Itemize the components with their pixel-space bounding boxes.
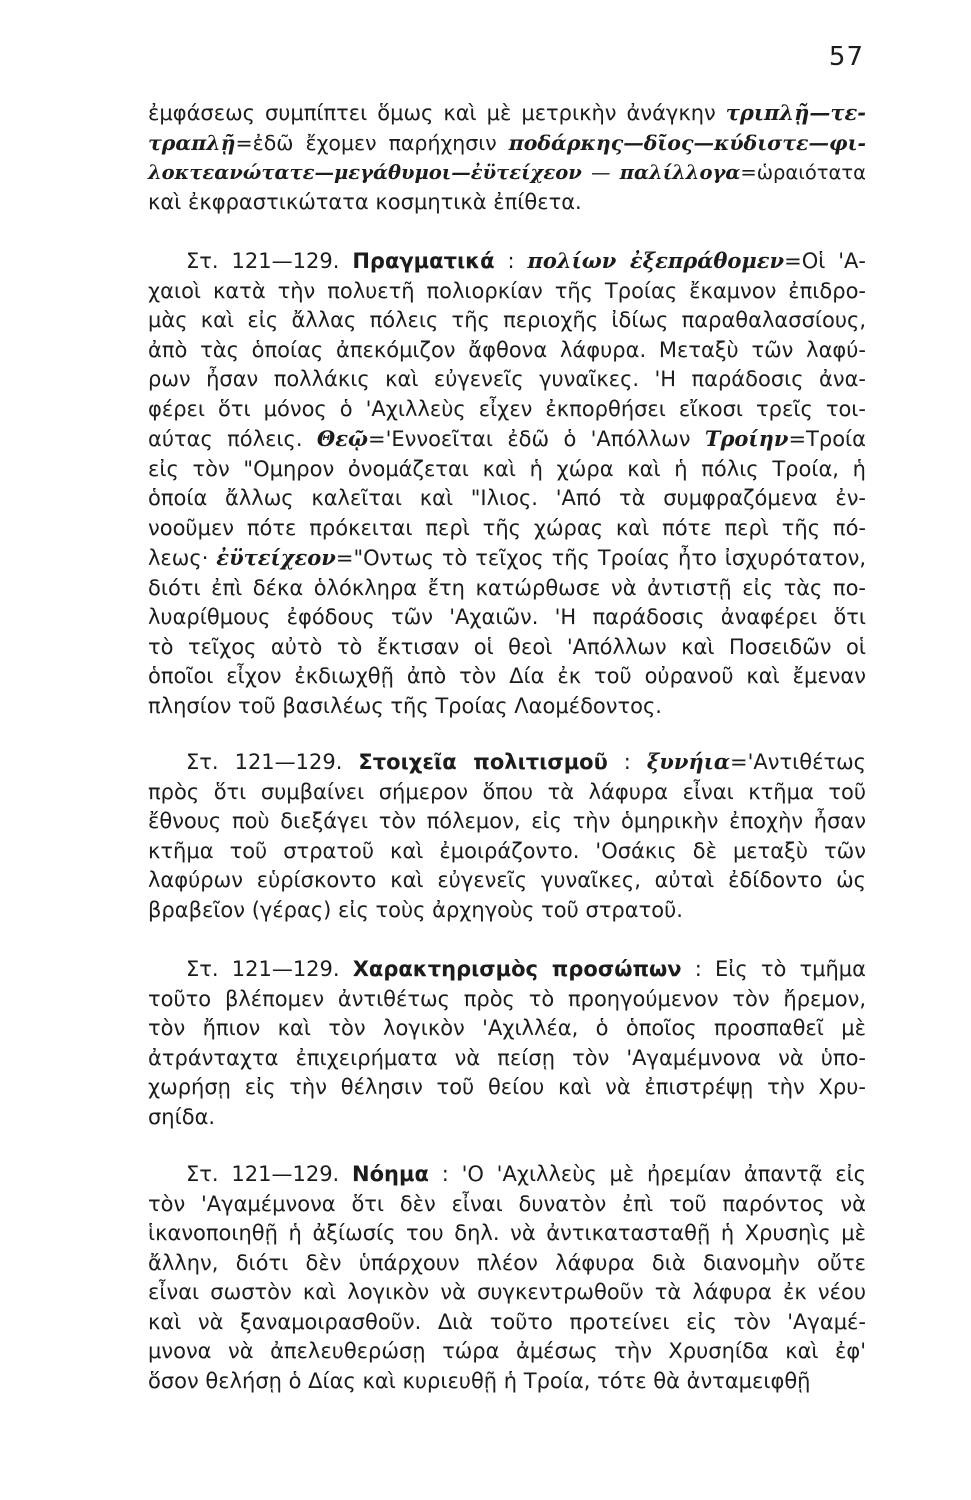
text-segment: ἀπὸ τὰς ὁποίας ἀπεκόμιζον ἄφθονα λάφυρα. Μεταξὺ τῶν λαφύ- (148, 337, 866, 362)
text-segment: πλησίον τοῦ βασιλέως τῆς Τροίας Λαομέδοντος. (148, 693, 662, 718)
text-segment: =Τροία (788, 427, 866, 451)
text-segment: τὸ τεῖχος αὐτὸ τὸ ἔκτισαν οἱ θεοὶ 'Απόλλων καὶ Ποσειδῶν οἱ (148, 634, 866, 659)
text-line (148, 955, 866, 985)
text-line (148, 336, 866, 366)
text-line (148, 514, 866, 544)
text-line (148, 778, 866, 808)
section-heading: Πραγματικά (352, 249, 495, 273)
text-segment: τὸν 'Αγαμέμνονα ὅτι δὲν εἶναι δυνατὸν ἐπὶ τοῦ παρόντος νὰ (148, 1191, 866, 1216)
paragraph-noima (148, 1160, 866, 1396)
text-segment: ρων ἦσαν πολλάκις καὶ εὐγενεῖς γυναῖκες. 'Η παράδοσις ἀνα- (148, 367, 866, 391)
paragraph-pragmatika (148, 246, 866, 721)
text-line (148, 365, 866, 395)
text-segment: ='Εννοεῖται ἐδῶ ὁ 'Απόλλων (367, 427, 705, 451)
text-segment: τοῦτο βλέπομεν ἀντιθέτως πρὸς τὸ προηγούμενον τὸν ἤρεμον, (148, 986, 866, 1011)
text-segment: =Οἱ 'Α- (784, 249, 866, 273)
text-line (148, 1308, 866, 1338)
text-segment: : 'Ο 'Αχιλλεὺς μὲ ἠρεμίαν ἀπαντᾷ εἰς (428, 1162, 867, 1186)
text-segment: Στ. 121—129. (186, 1162, 353, 1186)
text-line (148, 129, 866, 159)
text-line (148, 1073, 866, 1103)
text-line (148, 277, 866, 307)
section-heading: Στοιχεῖα πολιτισμοῦ (358, 750, 608, 774)
text-line (148, 455, 866, 485)
text-line (148, 1367, 866, 1397)
paragraph-stoicheia-politismou (148, 747, 866, 925)
text-line (148, 1014, 866, 1044)
text-segment: : (494, 249, 528, 273)
text-segment: σηίδα. (148, 1104, 216, 1129)
text-segment: ὁποῖοι εἶχον ἐκδιωχθῇ ἀπὸ τὸν Δία ἐκ τοῦ οὐρανοῦ καὶ ἔμεναν (148, 664, 866, 688)
quoted-term: τραπλῇ (148, 130, 236, 155)
text-segment: Στ. 121—129. (186, 750, 359, 774)
text-line (148, 633, 866, 663)
text-segment: φέρει ὅτι μόνος ὁ 'Αχιλλεὺς εἶχεν ἐκπορθήσει εἴκοσι τρεῖς τοι- (148, 396, 866, 421)
text-line (148, 896, 866, 926)
text-segment: μνονα νὰ ἀπελευθερώσῃ τώρα ἀμέσως τὴν Χρυσηίδα καὶ ἐφ' (148, 1339, 866, 1363)
text-line (148, 985, 866, 1015)
text-segment: αύτας πόλεις. (148, 427, 317, 451)
text-line (148, 1103, 866, 1133)
text-line (148, 1219, 866, 1249)
text-segment: ἄλλην, διότι δὲν ὑπάρχουν πλέον λάφυρα διὰ διανομὴν οὔτε (148, 1250, 866, 1275)
text-segment: =ἐδῶ ἔχομεν παρήχησιν (235, 130, 509, 155)
text-segment: λεως· (148, 546, 217, 570)
quoted-term: ἐϋτείχεον (216, 545, 336, 570)
text-segment: πρὸς ὅτι συμβαίνει σήμερον ὅπου τὰ λάφυρα εἶναι κτῆμα τοῦ (148, 779, 866, 804)
text-line (148, 395, 866, 425)
text-segment: διότι ἐπὶ δέκα ὁλόκληρα ἔτη κατώρθωσε νὰ ἀντιστῇ εἰς τὰς πο- (148, 575, 866, 600)
text-line (148, 747, 866, 778)
text-line (148, 1249, 866, 1279)
text-line (148, 484, 866, 514)
quoted-term: Θεῷ (316, 426, 368, 451)
text-segment: εἶναι σωστὸν καὶ λογικὸν νὰ συγκεντρωθοῦν τὰ λάφυρα ἐκ νέου (148, 1280, 866, 1304)
section-heading: Νόημα (352, 1162, 429, 1186)
text-line (148, 424, 866, 455)
text-line (148, 1278, 866, 1308)
text-segment: μὰς καὶ εἰς ἄλλας πόλεις τῆς περιοχῆς ἰδίως παραθαλασσίους, (148, 308, 866, 332)
text-segment: χωρήσῃ εἰς τὴν θέλησιν τοῦ θείου καὶ νὰ ἐπιστρέψῃ τὴν Χρυ- (148, 1075, 866, 1099)
text-segment: =ὡραιότατα (740, 161, 866, 184)
text-line (148, 574, 866, 604)
text-line (148, 246, 866, 277)
paragraph-intro (148, 98, 866, 217)
quoted-term: Τροίην (704, 426, 789, 451)
text-line (148, 1044, 866, 1074)
text-segment: ἱκανοποιηθῇ ἡ ἀξίωσίς του δηλ. νὰ ἀντικατασταθῇ ἡ Χρυσηὶς μὲ (148, 1221, 866, 1245)
text-line (148, 158, 866, 188)
text-segment: εἰς τὸν "Ομηρον ὀνομάζεται καὶ ἡ χώρα καὶ ἡ πόλις Τροία, ἡ (148, 456, 866, 481)
text-segment: ἀτράνταχτα ἐπιχειρήματα νὰ πείσῃ τὸν 'Αγαμέμνονα νὰ ὑπο- (148, 1045, 866, 1070)
quoted-term: ποδάρκης—δῖος—κύδιστε—φι- (508, 130, 866, 155)
text-line (148, 306, 866, 336)
text-segment: Στ. 121—129. (186, 957, 353, 981)
text-segment: ἐμφάσεως συμπίπτει ὅμως καὶ μὲ μετρικὴν ἀνάγκην (148, 101, 726, 125)
text-line (148, 603, 866, 633)
text-segment: νοοῦμεν πότε πρόκειται περὶ τῆς χώρας καὶ πότε περὶ τῆς πό- (148, 515, 866, 540)
text-segment: λυαρίθμους ἐφόδους τῶν 'Αχαιῶν. 'Η παράδοσις ἀναφέρει ὅτι (148, 605, 866, 629)
quoted-term: παλίλλογα (619, 161, 741, 184)
text-line (148, 837, 866, 867)
text-segment: : Εἰς τὸ τμῆμα (681, 957, 867, 981)
text-segment: ὅσον θελήσῃ ὁ Δίας καὶ κυριευθῇ ἡ Τροία, τότε θὰ ἀνταμειφθῇ (148, 1368, 811, 1393)
quoted-term: πολίων ἐξεπράθομεν (527, 248, 785, 273)
text-line (148, 1160, 866, 1190)
text-segment: — (581, 161, 620, 184)
text-line (148, 543, 866, 574)
text-line (148, 1337, 866, 1367)
text-segment: χαιοὶ κατὰ τὴν πολυετῆ πολιορκίαν τῆς Τροίας ἔκαμνον ἐπιδρο- (148, 278, 866, 303)
text-segment: καὶ ἐκφραστικώτατα κοσμητικὰ ἐπίθετα. (148, 189, 582, 214)
text-line (148, 692, 866, 722)
quoted-term: λοκτεανώτατε—μεγάθυμοι—ἐϋτείχεον (148, 161, 582, 184)
quoted-term: ξυνήια (646, 749, 731, 774)
text-line (148, 807, 866, 837)
text-segment: βραβεῖον (γέρας) εἰς τοὺς ἀρχηγοὺς τοῦ στρατοῦ. (148, 897, 683, 922)
text-segment: τὸν ἤπιον καὶ τὸν λογικὸν 'Αχιλλέα, ὁ ὁποῖος προσπαθεῖ μὲ (148, 1016, 866, 1040)
page-number: 57 (828, 42, 864, 72)
text-segment: : (607, 750, 647, 774)
text-line (148, 1190, 866, 1220)
text-segment: ὁποία ἄλλως καλεῖται καὶ "Ιλιος. 'Από τὰ συμφραζόμενα ἐν- (148, 486, 866, 510)
text-segment: ἔθνους ποὺ διεξάγει τὸν πόλεμον, εἰς τὴν ὁμηρικὴν ἐποχὴν ἦσαν (148, 809, 866, 833)
text-segment: κτῆμα τοῦ στρατοῦ καὶ ἐμοιράζοντο. 'Οσάκις δὲ μεταξὺ τῶν (148, 838, 866, 863)
text-line (148, 662, 866, 692)
text-line (148, 866, 866, 896)
text-line (148, 98, 866, 129)
text-segment: ='Αντιθέτως (730, 750, 866, 774)
text-segment: Στ. 121—129. (186, 249, 353, 273)
text-segment: ="Οντως τὸ τεῖχος τῆς Τροίας ἦτο ἰσχυρότατον, (335, 546, 866, 570)
text-segment: καὶ νὰ ξαναμοιρασθοῦν. Διὰ τοῦτο προτείνει εἰς τὸν 'Αγαμέ- (148, 1309, 866, 1334)
section-heading: Χαρακτηρισμὸς προσώπων (352, 957, 682, 981)
paragraph-charaktirismos-prosopon (148, 955, 866, 1132)
text-segment: λαφύρων εὑρίσκοντο καὶ εὐγενεῖς γυναῖκες, αὐταὶ ἐδίδοντο ὡς (148, 868, 866, 892)
quoted-term: τριπλῇ—τε- (725, 100, 866, 125)
text-line (148, 188, 866, 218)
